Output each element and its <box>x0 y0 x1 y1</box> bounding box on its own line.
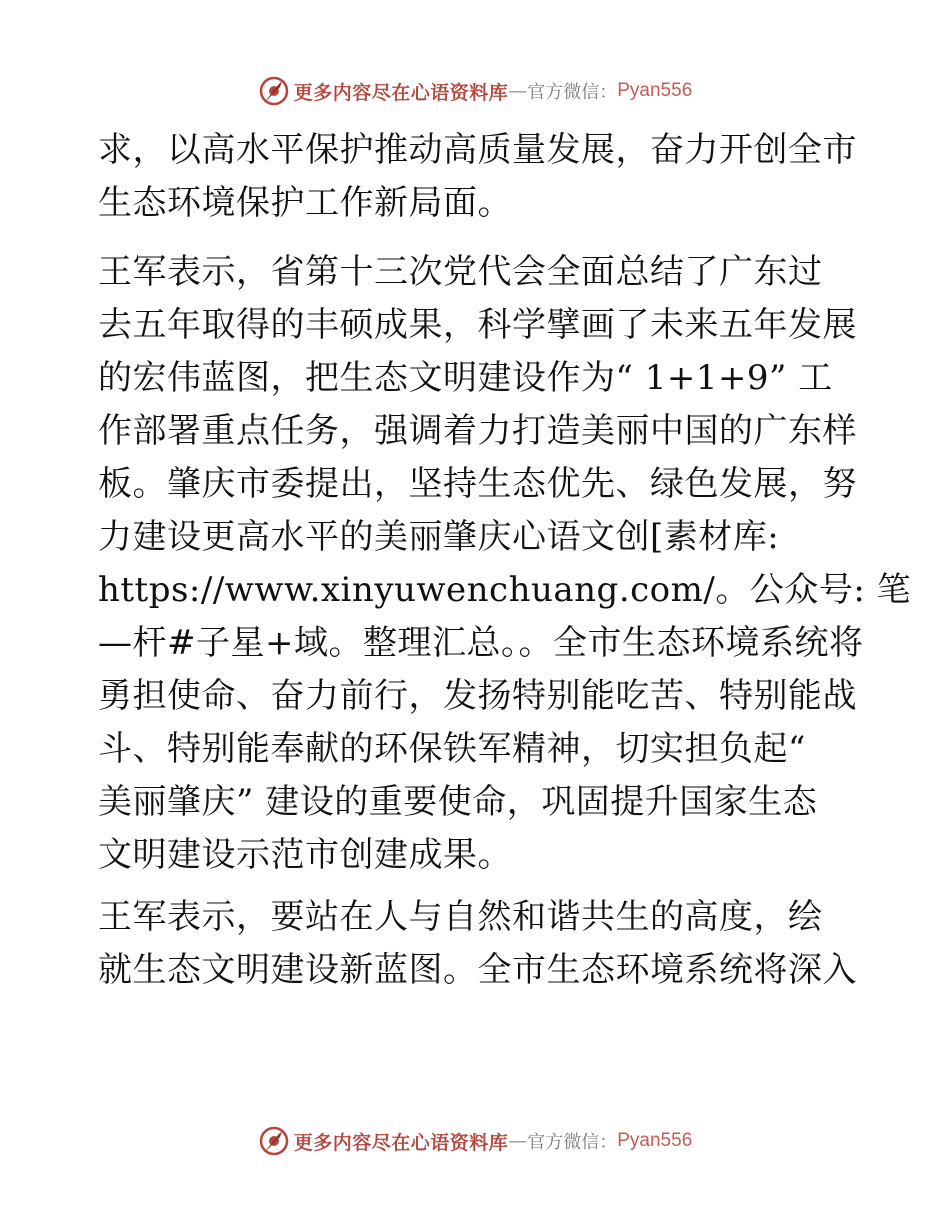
paragraph-1 <box>98 124 858 230</box>
text-line: 美丽肇庆” 建设的重要使命，巩固提升国家生态 <box>98 782 818 822</box>
text-line: 力建设更高水平的美丽肇庆心语文创[素材库: <box>98 517 780 557</box>
text-line: https://www.xinyuwenchuang.com/。公众号: 笔 <box>98 570 912 610</box>
header-watermark <box>0 71 950 111</box>
footer-wechat-label: 官方微信： <box>527 1132 618 1153</box>
text-line: 王军表示，省第十三次党代会全面总结了广东过 <box>98 252 823 292</box>
paragraph-3 <box>98 891 858 997</box>
header-site-name: 更多内容尽在心语资料库 <box>293 81 509 104</box>
text-line: 就生态文明建设新蓝图。全市生态环境系统将深入 <box>98 950 857 990</box>
text-line: 生态环境保护工作新局面。 <box>98 183 512 223</box>
text-line: 文明建设示范市创建成果。 <box>98 835 512 875</box>
header-separator: — <box>508 80 528 102</box>
text-line: 去五年取得的丰硕成果，科学擘画了未来五年发展 <box>98 305 857 345</box>
text-line: 的宏伟蓝图，把生态文明建设作为“ 1+1+9” 工 <box>98 358 833 398</box>
header-wechat-label: 官方微信： <box>527 82 618 103</box>
footer-watermark <box>0 1121 950 1161</box>
footer-separator: — <box>508 1130 528 1152</box>
paragraph-2 <box>98 246 912 882</box>
text-line: —杆#子星+域。整理汇总。。全市生态环境系统将 <box>98 623 864 663</box>
header-wechat-id: Pyan556 <box>617 80 693 101</box>
text-line: 王军表示，要站在人与自然和谐共生的高度，绘 <box>98 897 823 937</box>
footer-wechat-id: Pyan556 <box>617 1130 693 1151</box>
quill-logo-icon <box>258 75 290 107</box>
quill-logo-icon <box>258 1125 290 1157</box>
text-line: 勇担使命、奋力前行，发扬特别能吃苦、特别能战 <box>98 676 857 716</box>
text-line: 作部署重点任务，强调着力打造美丽中国的广东样 <box>98 411 857 451</box>
footer-site-name: 更多内容尽在心语资料库 <box>293 1131 509 1154</box>
text-line: 求，以高水平保护推动高质量发展，奋力开创全市 <box>98 130 857 170</box>
text-line: 板。肇庆市委提出，坚持生态优先、绿色发展，努 <box>98 464 857 504</box>
text-line: 斗、特别能奉献的环保铁军精神，切实担负起“ <box>98 729 806 769</box>
document-body <box>98 124 912 997</box>
